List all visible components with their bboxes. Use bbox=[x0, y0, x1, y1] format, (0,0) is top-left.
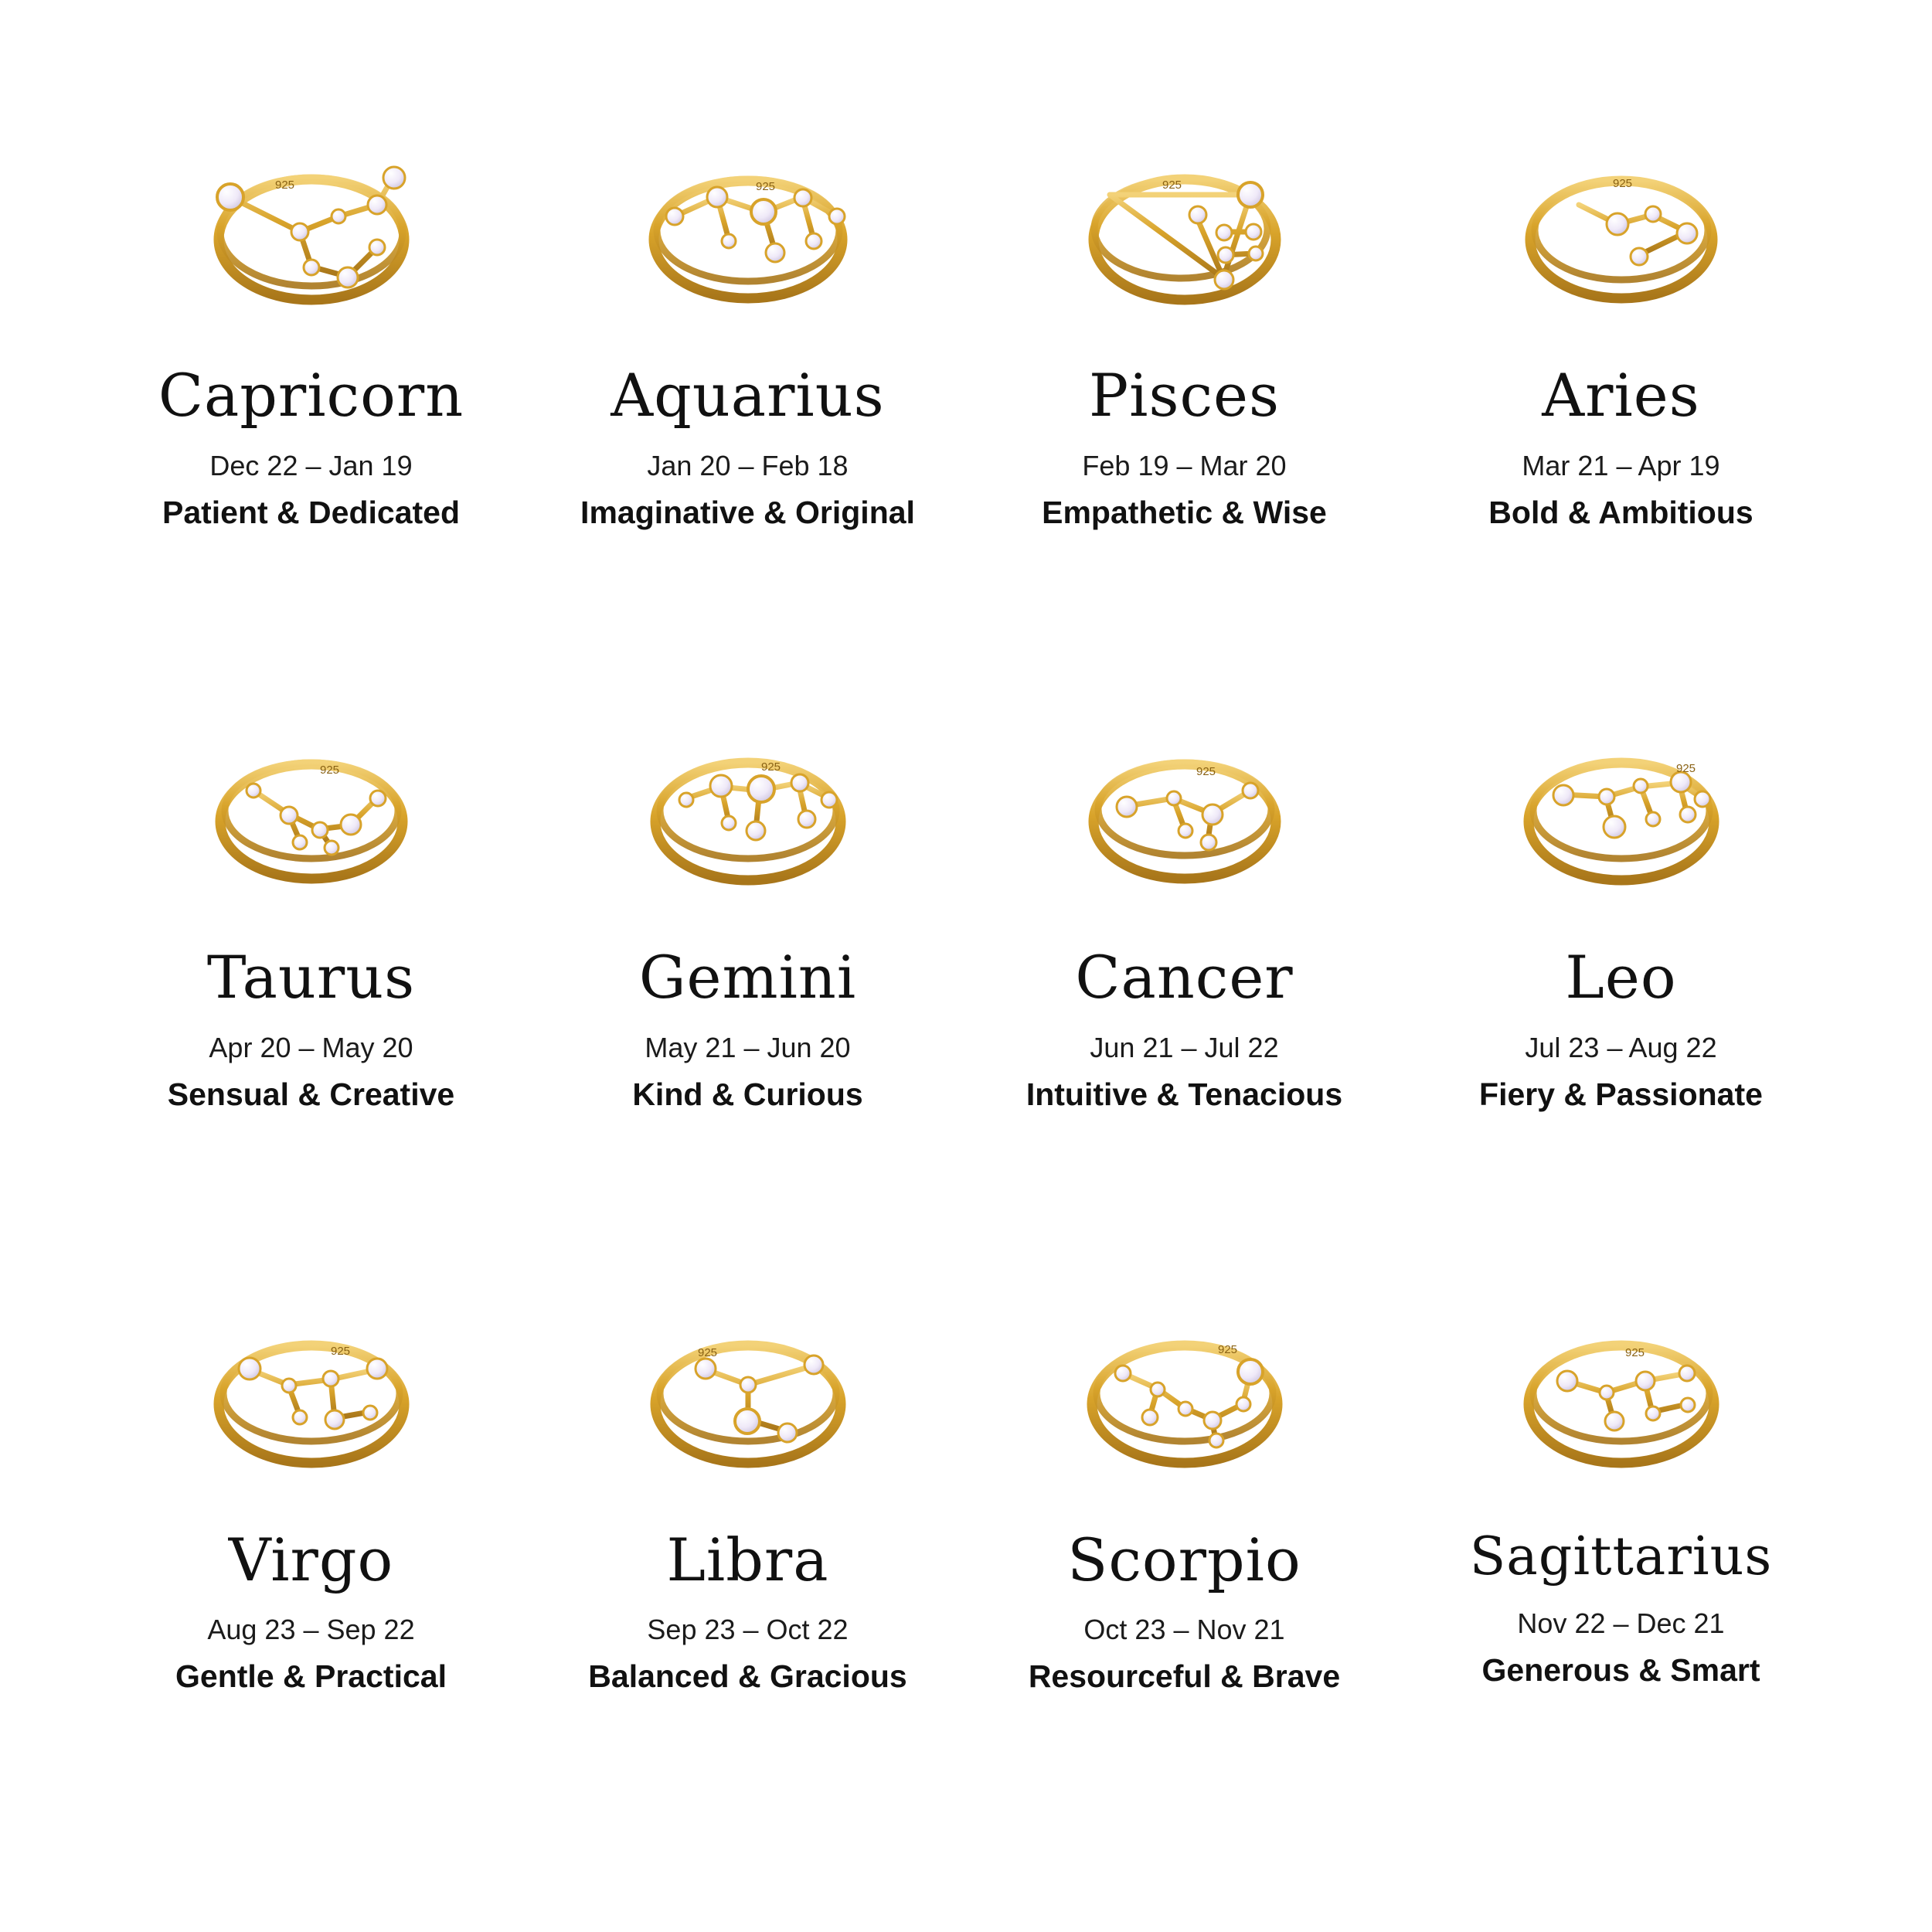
sign-traits: Generous & Smart bbox=[1481, 1652, 1760, 1689]
zodiac-card-taurus[interactable] bbox=[93, 698, 529, 1280]
sign-dates: Mar 21 – Apr 19 bbox=[1522, 449, 1720, 481]
sign-traits: Intuitive & Tenacious bbox=[1026, 1077, 1343, 1113]
sign-dates: Aug 23 – Sep 22 bbox=[207, 1614, 415, 1646]
sign-dates: Apr 20 – May 20 bbox=[209, 1032, 413, 1064]
aries-constellation-ring-icon bbox=[1455, 124, 1787, 340]
ring-stamp: 925 bbox=[319, 764, 339, 777]
gemini-constellation-ring-icon bbox=[582, 706, 914, 922]
ring-stamp: 925 bbox=[1612, 177, 1632, 190]
sign-name: Leo bbox=[1565, 943, 1677, 1012]
ring-image-sagittarius bbox=[1403, 1281, 1839, 1512]
pisces-constellation-ring-icon bbox=[1019, 124, 1351, 340]
ring-stamp: 925 bbox=[1217, 1342, 1237, 1356]
ring-image-aquarius bbox=[529, 116, 966, 348]
virgo-constellation-ring-icon bbox=[145, 1288, 478, 1505]
sign-name: Virgo bbox=[228, 1525, 394, 1594]
sign-dates: Feb 19 – Mar 20 bbox=[1082, 449, 1287, 481]
capricorn-constellation-ring-icon bbox=[145, 124, 478, 340]
ring-image-scorpio bbox=[966, 1281, 1403, 1512]
sagittarius-constellation-ring-icon bbox=[1455, 1288, 1787, 1505]
ring-image-virgo bbox=[93, 1281, 529, 1512]
sign-dates: Dec 22 – Jan 19 bbox=[209, 449, 413, 481]
zodiac-card-cancer[interactable] bbox=[966, 698, 1403, 1280]
sign-dates: Nov 22 – Dec 21 bbox=[1517, 1607, 1725, 1640]
aquarius-constellation-ring-icon bbox=[582, 124, 914, 340]
sign-name: Capricorn bbox=[158, 361, 464, 430]
sign-name: Scorpio bbox=[1067, 1525, 1301, 1594]
zodiac-card-aries[interactable] bbox=[1403, 116, 1839, 698]
sign-dates: Oct 23 – Nov 21 bbox=[1083, 1614, 1285, 1646]
ring-stamp: 925 bbox=[1196, 765, 1216, 779]
ring-stamp: 925 bbox=[1675, 762, 1696, 776]
sign-traits: Gentle & Practical bbox=[175, 1658, 447, 1695]
ring-image-capricorn bbox=[93, 116, 529, 348]
ring-image-aries bbox=[1403, 116, 1839, 348]
ring-stamp: 925 bbox=[760, 760, 781, 774]
sign-traits: Empathetic & Wise bbox=[1042, 494, 1327, 530]
sign-traits: Resourceful & Brave bbox=[1028, 1658, 1341, 1695]
zodiac-card-gemini[interactable] bbox=[529, 698, 966, 1280]
taurus-constellation-ring-icon bbox=[145, 706, 478, 922]
sign-dates: May 21 – Jun 20 bbox=[645, 1032, 851, 1064]
ring-image-taurus bbox=[93, 698, 529, 930]
ring-image-gemini bbox=[529, 698, 966, 930]
sign-name: Aquarius bbox=[611, 361, 885, 430]
sign-name: Aries bbox=[1542, 361, 1700, 430]
sign-name: Sagittarius bbox=[1469, 1526, 1773, 1587]
ring-image-pisces bbox=[966, 116, 1403, 348]
sign-traits: Patient & Dedicated bbox=[162, 494, 461, 530]
sign-name: Gemini bbox=[638, 943, 857, 1012]
sign-traits: Balanced & Gracious bbox=[588, 1658, 907, 1695]
zodiac-card-capricorn[interactable] bbox=[93, 116, 529, 698]
zodiac-card-virgo[interactable] bbox=[93, 1281, 529, 1862]
libra-constellation-ring-icon bbox=[582, 1288, 914, 1505]
sign-traits: Bold & Ambitious bbox=[1488, 494, 1753, 530]
zodiac-card-aquarius[interactable] bbox=[529, 116, 966, 698]
sign-dates: Sep 23 – Oct 22 bbox=[647, 1614, 849, 1646]
cancer-constellation-ring-icon bbox=[1019, 706, 1351, 922]
ring-stamp: 925 bbox=[755, 180, 775, 193]
sign-traits: Fiery & Passionate bbox=[1479, 1077, 1763, 1113]
sign-dates: Jul 23 – Aug 22 bbox=[1525, 1032, 1717, 1064]
ring-stamp: 925 bbox=[330, 1344, 350, 1358]
sign-dates: Jan 20 – Feb 18 bbox=[647, 449, 849, 481]
zodiac-card-leo[interactable] bbox=[1403, 698, 1839, 1280]
sign-name: Pisces bbox=[1089, 361, 1280, 430]
zodiac-card-pisces[interactable] bbox=[966, 116, 1403, 698]
ring-stamp: 925 bbox=[1624, 1345, 1645, 1359]
sign-traits: Sensual & Creative bbox=[167, 1077, 455, 1113]
ring-image-libra bbox=[529, 1281, 966, 1512]
scorpio-constellation-ring-icon bbox=[1019, 1288, 1351, 1505]
ring-stamp: 925 bbox=[1162, 179, 1182, 192]
ring-image-leo bbox=[1403, 698, 1839, 930]
sign-name: Cancer bbox=[1075, 943, 1294, 1012]
leo-constellation-ring-icon bbox=[1455, 706, 1787, 922]
zodiac-card-libra[interactable] bbox=[529, 1281, 966, 1862]
ring-image-cancer bbox=[966, 698, 1403, 930]
sign-dates: Jun 21 – Jul 22 bbox=[1090, 1032, 1279, 1064]
zodiac-card-scorpio[interactable] bbox=[966, 1281, 1403, 1862]
ring-stamp: 925 bbox=[274, 179, 294, 192]
sign-name: Libra bbox=[666, 1525, 829, 1594]
sign-traits: Imaginative & Original bbox=[580, 494, 915, 530]
sign-traits: Kind & Curious bbox=[632, 1077, 863, 1113]
sign-name: Taurus bbox=[206, 943, 416, 1012]
ring-stamp: 925 bbox=[697, 1345, 717, 1359]
zodiac-card-sagittarius[interactable] bbox=[1403, 1281, 1839, 1862]
